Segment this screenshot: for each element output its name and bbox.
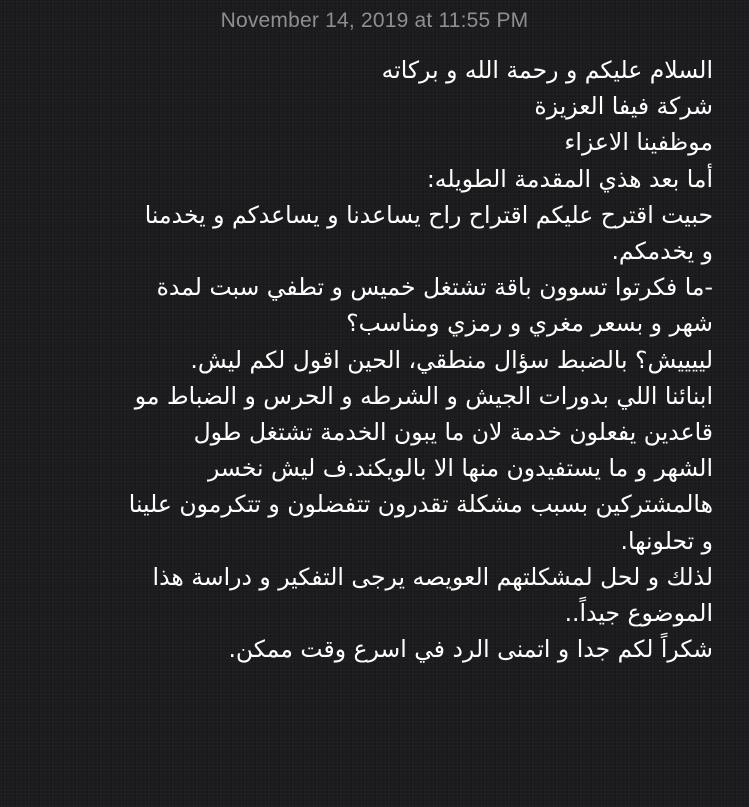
note-line: موظفينا الاعزاء <box>564 128 713 157</box>
note-line: شركة فيفا العزيزة <box>534 92 713 121</box>
note-line: لذلك و لحل لمشكلتهم العويصه يرجى التفكير و دراسة هذا <box>152 562 713 591</box>
note-line: شكراً لكم جدا و اتمنى الرد في اسرع وقت ممكن. <box>228 635 713 664</box>
note-line: شهر و بسعر مغري و رمزي ومناسب؟ <box>346 309 713 338</box>
note-line: قاعدين يفعلون خدمة لان ما يبون الخدمة تشتغل طول <box>193 418 713 447</box>
note-line: السلام عليكم و رحمة الله و بركاته <box>381 56 713 84</box>
note-line: ابنائنا اللي بدورات الجيش و الشرطه و الحرس و الضباط مو <box>134 381 713 410</box>
note-line: هالمشتركين بسبب مشكلة تقدرون تتفضلون و تتكرمون علينا <box>128 490 713 519</box>
note-line: حبيت اقترح عليكم اقتراح راح يساعدنا و يساعدكم و يخدمنا <box>144 200 713 229</box>
note-line: و يخدمكم. <box>611 237 713 266</box>
note-body[interactable] <box>23 52 713 667</box>
note-line: و تحلونها. <box>620 526 713 555</box>
note-line: أما بعد هذي المقدمة الطويله: <box>426 164 713 193</box>
note-line: الشهر و ما يستفيدون منها الا بالويكند.ف ليش نخسر <box>207 454 713 483</box>
note-timestamp: November 14, 2019 at 11:55 PM <box>220 9 529 32</box>
note-line: -ما فكرتوا تسوون باقة تشتغل خميس و تطفي سبت لمدة <box>156 273 713 302</box>
note-line: لييييش؟ بالضبط سؤال منطقي، الحين اقول لكم ليش. <box>190 345 713 374</box>
note-line: الموضوع جيداً.. <box>564 599 713 628</box>
